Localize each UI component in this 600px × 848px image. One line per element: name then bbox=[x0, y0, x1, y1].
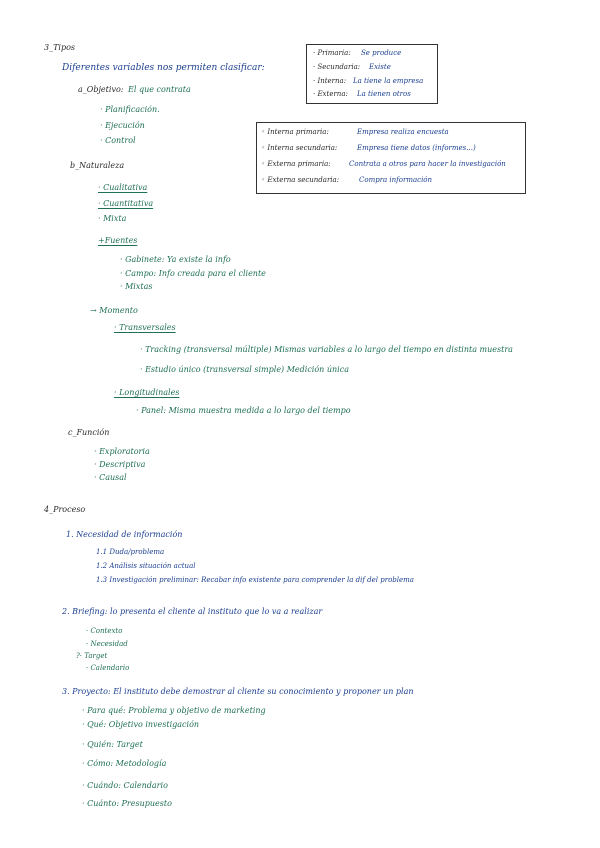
funcion-label: c_Función bbox=[68, 428, 110, 437]
box1-def: Se produce bbox=[361, 49, 402, 57]
objetivo-desc: El que contrata bbox=[128, 85, 191, 94]
transversales-label: · Transversales bbox=[114, 323, 176, 332]
proceso-step3-item: · Para qué: Problema y objetivo de marketing bbox=[82, 706, 266, 715]
box1-term: · Secundaria: bbox=[313, 63, 361, 71]
box1-term: · Primaria: bbox=[313, 49, 351, 57]
proceso-step3-label: 3. Proyecto: El instituto debe demostrar al cliente su conocimiento y proponer un plan bbox=[62, 687, 414, 696]
box2-term: ◦ Externa primaria: bbox=[261, 160, 331, 168]
box1-def: Existe bbox=[369, 63, 391, 71]
box1-def: La tiene la empresa bbox=[353, 77, 424, 85]
proceso-step2-item: · Necesidad bbox=[86, 640, 128, 648]
fuentes-item: · Gabinete: Ya existe la info bbox=[120, 255, 231, 264]
proceso-step3-item: · Cuándo: Calendario bbox=[82, 781, 168, 790]
naturaleza-item: · Cualitativa bbox=[98, 183, 148, 192]
funcion-item: · Exploratoria bbox=[94, 447, 150, 456]
proceso-step3-item: · Quién: Target bbox=[82, 740, 143, 749]
fuentes-item: · Mixtas bbox=[120, 282, 153, 291]
box1-def: La tienen otros bbox=[357, 90, 411, 98]
funcion-item: · Causal bbox=[94, 473, 127, 482]
proceso-step3-item: · Qué: Objetivo investigación bbox=[82, 720, 200, 729]
momento-label: → Momento bbox=[90, 306, 138, 315]
box2-def: Empresa tiene datos (informes...) bbox=[357, 144, 476, 152]
tipos-intro: Diferentes variables nos permiten clasificar: bbox=[62, 63, 265, 73]
proceso-step2-item: · Contexto bbox=[86, 627, 123, 635]
box1-term: · Externa: bbox=[313, 90, 348, 98]
objetivo-item: · Planificación. bbox=[100, 105, 160, 114]
transversales-item: · Estudio único (transversal simple) Medición única bbox=[140, 365, 349, 374]
fuentes-label: +Fuentes bbox=[98, 236, 138, 245]
naturaleza-item: · Mixta bbox=[98, 214, 127, 223]
proceso-step3-item: · Cuánto: Presupuesto bbox=[82, 799, 172, 808]
transversales-item: · Tracking (transversal múltiple) Mismas variables a lo largo del tiempo en distinta muestra bbox=[140, 345, 513, 354]
box2-term: ◦ Interna primaria: bbox=[261, 128, 329, 136]
naturaleza-label: b_Naturaleza bbox=[70, 161, 125, 170]
box2-def: Compra información bbox=[359, 176, 433, 184]
proceso-step2-label: 2. Briefing: lo presenta el cliente al instituto que lo va a realizar bbox=[62, 607, 323, 616]
objetivo-label: a_Objetivo: bbox=[78, 85, 124, 94]
proceso-step2-item: · Calendario bbox=[86, 664, 130, 672]
objetivo-item: · Ejecución bbox=[100, 121, 145, 130]
proceso-step2-item: ?· Target bbox=[76, 652, 108, 660]
box2-def: Empresa realiza encuesta bbox=[357, 128, 449, 136]
proceso-step3-item: · Cómo: Metodología bbox=[82, 759, 167, 768]
section-heading-tipos: 3_Tipos bbox=[44, 43, 76, 52]
box2-term: ◦ Externa secundaria: bbox=[261, 176, 340, 184]
box2-term: ◦ Interna secundaria: bbox=[261, 144, 338, 152]
proceso-step1-item: 1.3 Investigación preliminar: Recabar info existente para comprender la dif del problema bbox=[96, 576, 414, 584]
sources-combinations-box bbox=[256, 122, 526, 194]
box1-term: · Interna: bbox=[313, 77, 347, 85]
proceso-step1-label: 1. Necesidad de información bbox=[66, 530, 183, 539]
section-heading-proceso: 4_Proceso bbox=[44, 505, 86, 514]
longitudinales-item: · Panel: Misma muestra medida a lo largo del tiempo bbox=[136, 406, 351, 415]
funcion-item: · Descriptiva bbox=[94, 460, 146, 469]
objetivo-item: · Control bbox=[100, 136, 136, 145]
fuentes-item: · Campo: Info creada para el cliente bbox=[120, 269, 266, 278]
box2-def: Contrata a otros para hacer la investigación bbox=[349, 160, 506, 168]
sources-definitions-box bbox=[306, 44, 438, 104]
naturaleza-item: · Cuantitativa bbox=[98, 199, 154, 208]
proceso-step1-item: 1.1 Duda/problema bbox=[96, 548, 165, 556]
proceso-step1-item: 1.2 Análisis situación actual bbox=[96, 562, 196, 570]
longitudinales-label: · Longitudinales bbox=[114, 388, 180, 397]
